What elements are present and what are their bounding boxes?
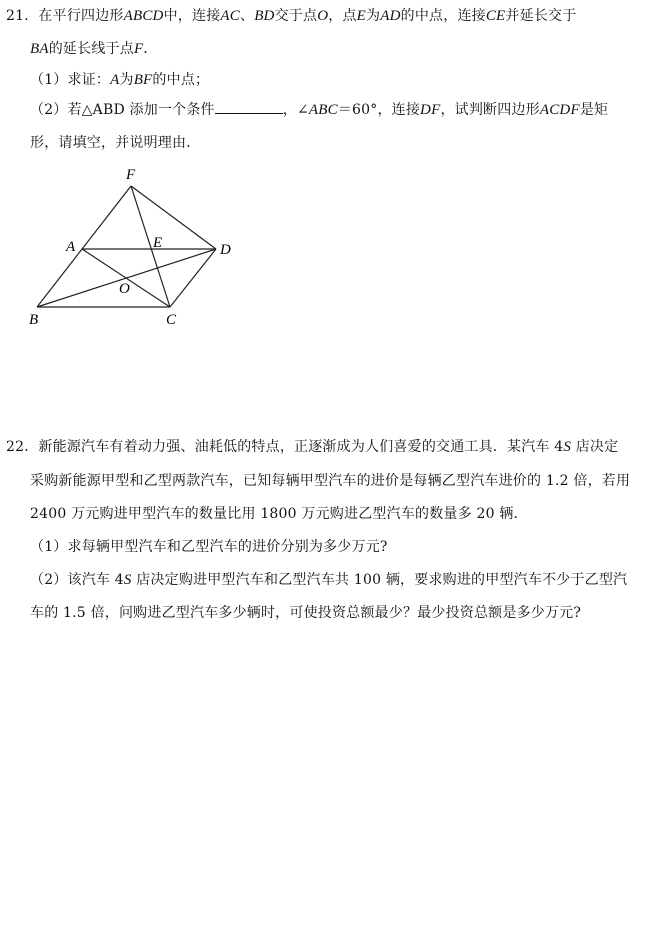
text-segment: 并延长交于 bbox=[505, 8, 577, 24]
math-variable: ABC bbox=[308, 102, 338, 118]
text-segment: ，试判断四边形 bbox=[440, 102, 540, 118]
text-segment: （1）求每辆甲型汽车和乙型汽车的进价分别为多少万元? bbox=[30, 539, 388, 555]
text-segment: ． bbox=[143, 41, 158, 57]
math-variable: DF bbox=[420, 102, 441, 118]
label-d: D bbox=[220, 242, 231, 258]
text-segment: 形，请填空，并说明理由． bbox=[30, 135, 201, 151]
text-segment: 交于点 bbox=[274, 8, 318, 24]
segment-fc bbox=[131, 186, 170, 307]
text-segment: 21．在平行四边形 bbox=[6, 8, 124, 24]
text-segment: 为 bbox=[366, 8, 381, 24]
math-variable: AC bbox=[220, 8, 240, 24]
text-segment: 、 bbox=[239, 8, 255, 24]
label-f: F bbox=[126, 167, 136, 183]
math-variable: O bbox=[317, 8, 329, 24]
text-segment: 是矩 bbox=[579, 102, 609, 118]
q22-part-2 bbox=[30, 571, 627, 589]
parallelogram-figure bbox=[0, 0, 260, 340]
q22-line bbox=[30, 505, 528, 523]
label-e: E bbox=[153, 235, 163, 251]
text-segment: 为 bbox=[119, 72, 134, 88]
text-segment: 店决定 bbox=[571, 439, 619, 455]
text-segment: 中，连接 bbox=[163, 8, 221, 24]
text-segment: （1）求证： bbox=[30, 72, 111, 88]
text-segment: 的延长线于点 bbox=[48, 41, 134, 57]
math-variable: S bbox=[123, 572, 132, 588]
text-segment: 22．新能源汽车有着动力强、油耗低的特点，正逐渐成为人们喜爱的交通工具．某汽车 4 bbox=[6, 439, 564, 455]
q22-line bbox=[30, 604, 581, 622]
math-variable: BF bbox=[133, 72, 153, 88]
math-variable: ACDF bbox=[539, 102, 580, 118]
text-segment: 车的 1.5 倍，问购进乙型汽车多少辆时，可使投资总额最少？最少投资总额是多少万元? bbox=[30, 605, 582, 621]
math-variable: BA bbox=[30, 41, 49, 57]
text-segment: 采购新能源甲型和乙型两款汽车，已知每辆甲型汽车的进价是每辆乙型汽车进价的 1.2 倍，若用 bbox=[30, 473, 631, 489]
math-variable: BD bbox=[254, 8, 275, 24]
math-variable: CE bbox=[485, 8, 506, 24]
text-segment: （2）该汽车 4 bbox=[30, 572, 124, 588]
q22-part-1 bbox=[30, 538, 388, 556]
text-segment: ＝60°，连接 bbox=[337, 102, 421, 118]
q22-line bbox=[30, 472, 630, 490]
math-variable: A bbox=[110, 72, 120, 88]
segment-bd bbox=[37, 249, 216, 307]
text-segment: ，∠ bbox=[282, 102, 309, 118]
segment-cd bbox=[170, 249, 216, 307]
text-segment: 2400 万元购进甲型汽车的数量比用 1800 万元购进乙型汽车的数量多 20 辆． bbox=[30, 506, 528, 522]
math-variable: S bbox=[563, 439, 572, 455]
text-segment: 的中点，连接 bbox=[400, 8, 486, 24]
label-o: O bbox=[119, 281, 130, 297]
math-variable: AD bbox=[380, 8, 401, 24]
label-c: C bbox=[166, 312, 177, 328]
segment-fd bbox=[131, 186, 216, 249]
segment-bf bbox=[37, 186, 131, 307]
text-segment: 店决定购进甲型汽车和乙型汽车共 100 辆，要求购进的甲型汽车不少于乙型汽 bbox=[131, 572, 628, 588]
label-b: B bbox=[29, 312, 39, 328]
math-variable: E bbox=[356, 8, 367, 24]
math-variable: ABCD bbox=[123, 8, 164, 24]
label-a: A bbox=[66, 239, 76, 255]
text-segment: 的中点； bbox=[152, 72, 210, 88]
text-segment: （2）若△ABD 添加一个条件 bbox=[30, 102, 215, 118]
q22-line bbox=[6, 438, 618, 456]
math-variable: F bbox=[133, 41, 144, 57]
text-segment: ，点 bbox=[328, 8, 357, 24]
